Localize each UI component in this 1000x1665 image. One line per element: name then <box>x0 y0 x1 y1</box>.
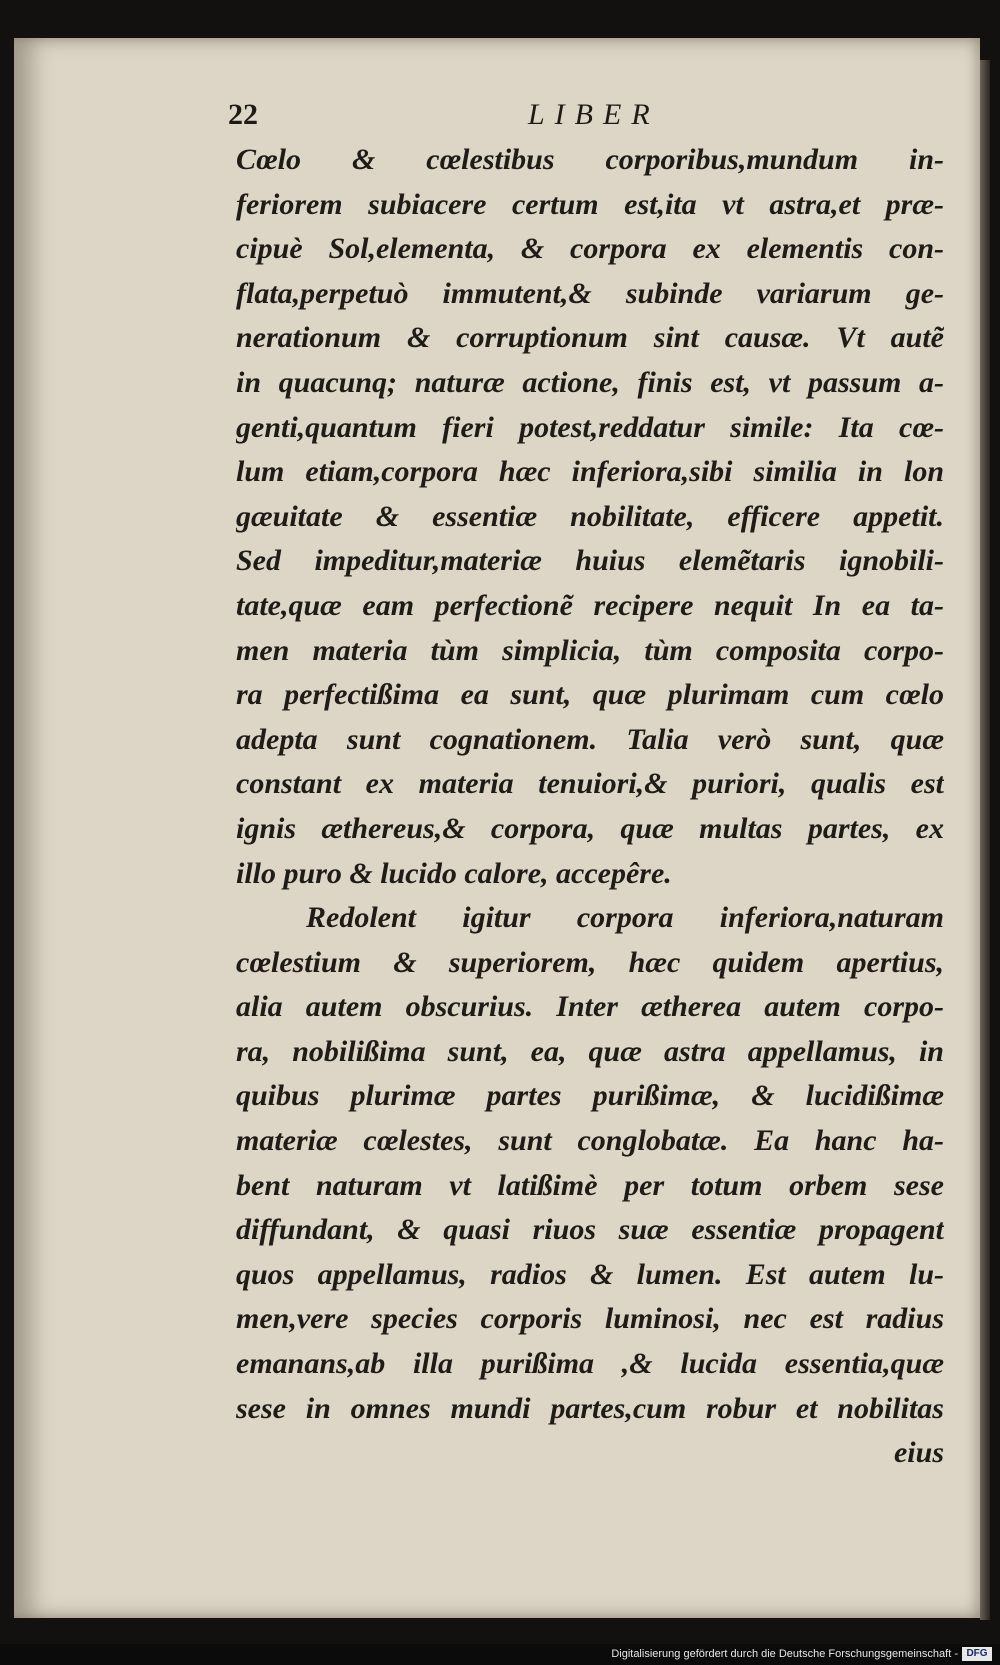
text-line: ra, nobilißima sunt, ea, quæ astra appellamus, in <box>236 1034 944 1068</box>
text-block <box>236 138 944 1476</box>
text-line: alia autem obscurius. Inter ætherea autem corpo- <box>236 990 944 1024</box>
text-line: adepta sunt cognationem. Talia verò sunt, quæ <box>236 722 944 756</box>
text-line: men,vere species corporis luminosi, nec est radius <box>236 1302 944 1336</box>
text-line: quos appellamus, radios & lumen. Est autem lu- <box>236 1257 944 1291</box>
text-line: sese in omnes mundi partes,cum robur et nobilitas <box>236 1391 944 1425</box>
text-line: ra perfectißima ea sunt, quæ plurimam cum cœlo <box>236 678 944 712</box>
text-line: diffundant, & quasi riuos suæ essentiæ propagent <box>236 1213 944 1247</box>
text-line: lum etiam,corpora hæc inferiora,sibi similia in lon <box>236 455 944 489</box>
text-line: quibus plurimæ partes purißimæ, & lucidißimæ <box>236 1079 944 1113</box>
text-line: Sed impeditur,materiæ huius elemẽtaris ignobili- <box>236 544 944 578</box>
page-header <box>228 98 928 138</box>
digitization-credit: Digitalisierung gefördert durch die Deutsche Forschungsgemeinschaft - <box>611 1648 958 1660</box>
text-line: illo puro & lucido calore, accepêre. <box>236 856 672 890</box>
text-line: Redolent igitur corpora inferiora,naturam <box>306 901 944 935</box>
text-line: materiæ cœlestes, sunt conglobatæ. Ea hanc ha- <box>236 1124 944 1158</box>
text-line: tate,quæ eam perfectionẽ recipere nequit In ea ta- <box>236 588 944 622</box>
text-line: men materia tùm simplicia, tùm composita corpo- <box>236 633 944 667</box>
text-line: constant ex materia tenuiori,& puriori, qualis est <box>236 767 944 801</box>
catchword: eius <box>893 1436 944 1470</box>
text-line: feriorem subiacere certum est,ita vt astra,et præ- <box>236 187 944 221</box>
page-edge <box>980 60 990 1620</box>
text-line: bent naturam vt latißimè per totum orbem sese <box>236 1168 944 1202</box>
running-head: LIBER <box>528 98 660 131</box>
text-line: gæuitate & essentiæ nobilitate, efficere appetit. <box>236 499 944 533</box>
text-line: ignis æthereus,& corpora, quæ multas partes, ex <box>236 811 944 845</box>
text-line: emanans,ab illa purißima ,& lucida essentia,quæ <box>236 1347 944 1381</box>
text-line: flata,perpetuò immutent,& subinde variarum ge- <box>236 276 944 310</box>
text-line: in quacunq; naturæ actione, finis est, vt passum a- <box>236 365 944 399</box>
dfg-logo: DFG <box>962 1647 992 1661</box>
page-number: 22 <box>228 98 258 131</box>
text-line: cipuè Sol,elementa, & corpora ex elementis con- <box>236 232 944 266</box>
text-line: cœlestium & superiorem, hæc quidem apertius, <box>236 945 944 979</box>
text-line: nerationum & corruptionum sint causæ. Vt autẽ <box>236 321 944 355</box>
text-line: genti,quantum fieri potest,reddatur simile: Ita cœ- <box>236 410 944 444</box>
text-line: Cœlo & cœlestibus corporibus,mundum in- <box>236 143 944 176</box>
